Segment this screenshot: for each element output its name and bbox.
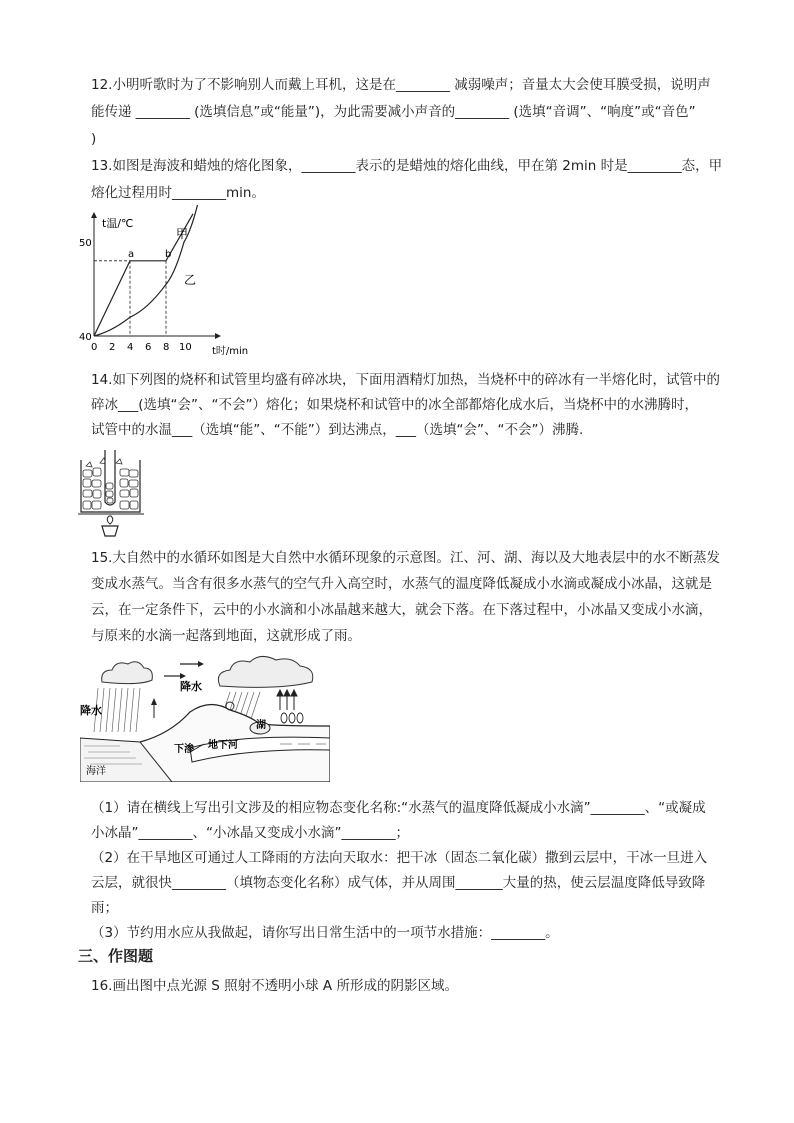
y-tick-50: 50 (79, 238, 92, 249)
point-a-label: a (128, 249, 135, 260)
q15-line4: 与原来的水滴一起落到地面，这就形成了雨。 (91, 628, 361, 644)
x-tick-4: 4 (127, 342, 134, 353)
q16-line1: 16.画出图中点光源 S 照射不透明小球 A 所形成的阴影区域。 (91, 978, 458, 994)
label-haiyang: 海洋 (86, 766, 106, 777)
x-tick-0: 0 (91, 342, 98, 353)
q14-line3: 试管中的水温___（选填“能”、“不能”）到达沸点，___（选填“会”、“不会”）沸腾. (91, 422, 584, 438)
beaker-illustration (78, 450, 150, 538)
q12-line1: 12.小明听歌时为了不影响别人而戴上耳机，这是在________ 减弱噪声；音量太大会使耳膜受损，说明声 (91, 77, 711, 93)
point-b-label: b (165, 249, 172, 260)
x-axis-label: t时/min (212, 346, 249, 357)
q15-line2: 变成水蒸气。当含有很多水蒸气的空气升入高空时，水蒸气的温度降低凝成小水滴或凝成小冰晶，这就是 (91, 576, 712, 592)
right-cloud (218, 656, 312, 687)
q15-line3: 云，在一定条件下，云中的小水滴和小冰晶越来越大，就会下落。在下落过程中，小冰晶又变成小水滴， (91, 602, 712, 618)
q13-line1: 13.如图是海波和蜡烛的熔化图象，________表示的是蜡烛的熔化曲线，甲在第 2min 时是________态，甲 (91, 158, 723, 174)
q15-sub2b: 云层，就很快________（填物态变化名称）成气体，并从周围_______大量的热，使云层温度降低导致降 (91, 875, 706, 891)
q13-line2: 熔化过程用时________min。 (91, 185, 265, 201)
series-yi-label: 乙 (184, 273, 197, 287)
q15-sub3: （3）节约用水应从我做起，请你写出日常生活中的一项节水措施：________。 (91, 925, 559, 941)
label-jiangshui-left: 降水 (80, 704, 102, 717)
q14-line2: 碎冰___(选填“会”、“不会”）熔化；如果烧杯和试管中的冰全部都熔化成水后，当烧杯中的水沸腾时， (91, 397, 698, 413)
left-cloud (102, 662, 153, 684)
q15-sub2a: （2）在干旱地区可通过人工降雨的方法向天取水：把干冰（固态二氧化碳）撒到云层中，干冰一旦进入 (91, 850, 708, 866)
label-dixiahe: 地下河 (208, 740, 238, 751)
q14-line1: 14.如下列图的烧杯和试管里均盛有碎冰块，下面用酒精灯加热，当烧杯中的碎冰有一半熔化时，试管中的 (91, 372, 720, 388)
label-xiashen: 下渗 (174, 744, 194, 755)
y-axis-label: t温/℃ (102, 217, 134, 230)
q15-sub2c: 雨； (91, 900, 118, 916)
x-tick-2: 2 (109, 342, 116, 353)
x-tick-6: 6 (145, 342, 152, 353)
melting-graph (72, 205, 262, 360)
water-cycle-diagram (80, 652, 330, 782)
q12-line2: 能传递 ________ (选填信息”或“能量”)，为此需要减小声音的________ (选填“音调”、“响度”或“音色” (91, 104, 696, 120)
label-hu: 湖 (256, 720, 266, 731)
q12-line3: ) (91, 131, 97, 147)
x-tick-8: 8 (163, 342, 170, 353)
q15-line1: 15.大自然中的水循环如图是大自然中水循环现象的示意图。江、河、湖、海以及大地表层中的水不断蒸发 (91, 550, 720, 566)
series-jia-label: 甲 (176, 227, 189, 241)
y-tick-40: 40 (79, 332, 92, 343)
q15-sub1b: 小冰晶”________、“小冰晶又变成小水滴”________； (91, 825, 409, 841)
q15-sub1a: （1）请在横线上写出引文涉及的相应物态变化名称:“水蒸气的温度降低凝成小水滴”________、“或凝成 (91, 800, 706, 816)
x-tick-10: 10 (179, 342, 192, 353)
label-jiangshui-top: 降水 (180, 680, 202, 693)
section-3-heading: 三、作图题 (78, 947, 154, 965)
